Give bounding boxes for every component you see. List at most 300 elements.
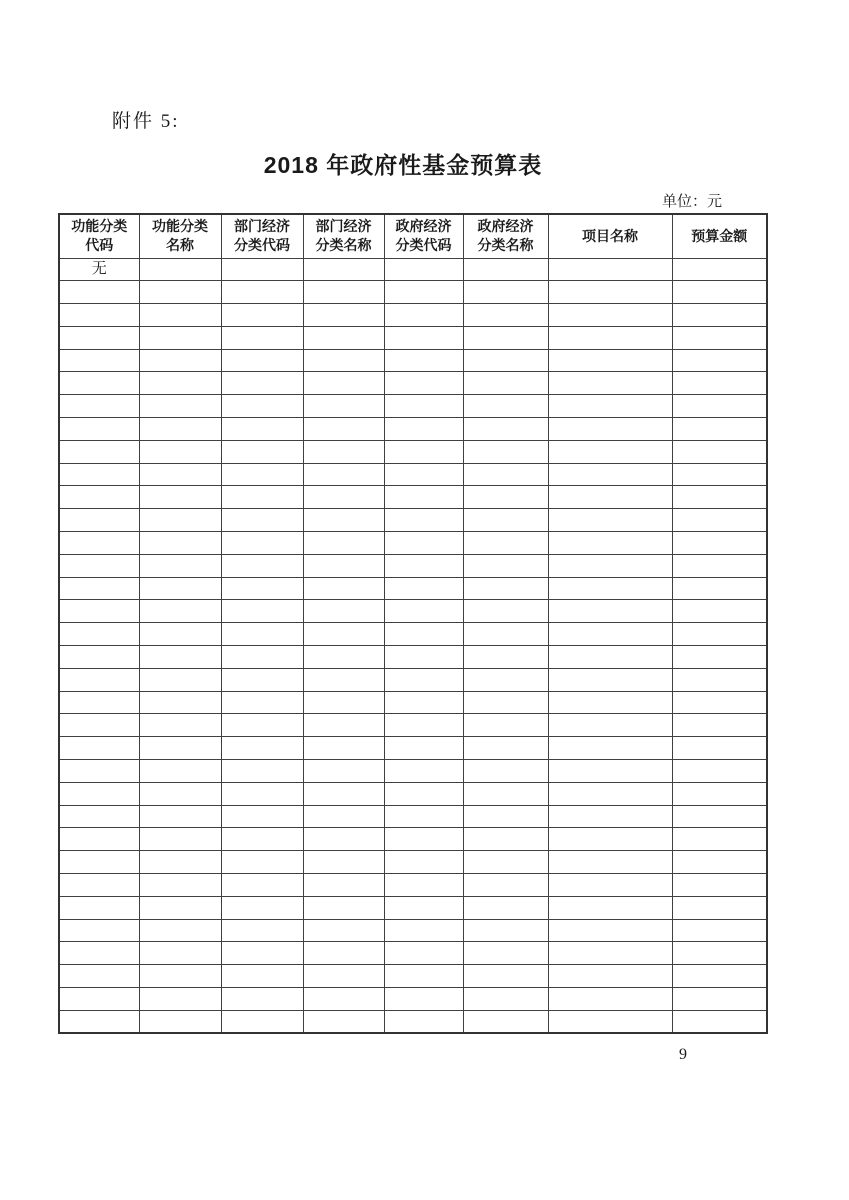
table-cell xyxy=(303,326,384,349)
table-row xyxy=(59,851,767,874)
table-cell xyxy=(463,577,548,600)
column-header-7: 项目名称 xyxy=(548,214,672,258)
table-cell xyxy=(303,577,384,600)
table-cell xyxy=(303,874,384,897)
table-cell xyxy=(59,668,139,691)
column-header-2: 功能分类 名称 xyxy=(139,214,221,258)
table-cell xyxy=(548,714,672,737)
table-cell xyxy=(139,304,221,327)
table-cell xyxy=(672,304,767,327)
table-cell xyxy=(139,440,221,463)
table-cell xyxy=(548,349,672,372)
table-cell xyxy=(139,782,221,805)
table-cell xyxy=(463,919,548,942)
table-cell xyxy=(384,349,463,372)
table-cell xyxy=(221,509,303,532)
table-row xyxy=(59,896,767,919)
table-cell xyxy=(384,782,463,805)
table-cell xyxy=(463,463,548,486)
table-cell xyxy=(221,258,303,281)
table-row xyxy=(59,1010,767,1033)
table-cell xyxy=(139,372,221,395)
table-cell xyxy=(384,418,463,441)
table-cell xyxy=(221,486,303,509)
table-cell xyxy=(672,372,767,395)
table-cell xyxy=(303,988,384,1011)
table-cell xyxy=(221,737,303,760)
table-cell xyxy=(59,326,139,349)
table-cell xyxy=(463,532,548,555)
table-cell xyxy=(221,1010,303,1033)
table-cell xyxy=(59,919,139,942)
table-cell xyxy=(548,646,672,669)
table-cell xyxy=(59,463,139,486)
table-cell xyxy=(221,942,303,965)
table-cell xyxy=(384,281,463,304)
table-row xyxy=(59,988,767,1011)
table-cell xyxy=(303,258,384,281)
table-row xyxy=(59,577,767,600)
table-cell xyxy=(59,395,139,418)
table-cell xyxy=(221,782,303,805)
table-cell xyxy=(221,281,303,304)
table-cell xyxy=(463,623,548,646)
table-cell xyxy=(672,714,767,737)
table-cell xyxy=(384,896,463,919)
table-cell xyxy=(221,691,303,714)
table-cell xyxy=(303,532,384,555)
table-cell xyxy=(139,532,221,555)
table-row xyxy=(59,532,767,555)
table-cell xyxy=(59,1010,139,1033)
table-cell xyxy=(59,486,139,509)
table-cell xyxy=(139,668,221,691)
table-cell xyxy=(59,782,139,805)
table-cell xyxy=(303,509,384,532)
table-cell xyxy=(463,258,548,281)
table-cell xyxy=(59,988,139,1011)
attachment-label: 附件 5: xyxy=(112,111,180,132)
table-cell xyxy=(463,714,548,737)
table-cell xyxy=(139,965,221,988)
table-cell xyxy=(672,532,767,555)
table-cell xyxy=(384,326,463,349)
table-cell xyxy=(548,668,672,691)
table-cell xyxy=(59,440,139,463)
table-cell xyxy=(672,942,767,965)
table-cell xyxy=(548,805,672,828)
table-cell xyxy=(303,554,384,577)
table-cell xyxy=(139,828,221,851)
table-cell xyxy=(139,486,221,509)
table-row xyxy=(59,623,767,646)
table-cell xyxy=(548,623,672,646)
table-cell xyxy=(221,463,303,486)
table-cell xyxy=(548,486,672,509)
table-cell xyxy=(384,304,463,327)
table-cell xyxy=(59,418,139,441)
table-cell xyxy=(672,418,767,441)
table-cell xyxy=(463,668,548,691)
table-cell xyxy=(384,623,463,646)
table-cell xyxy=(463,988,548,1011)
table-cell xyxy=(221,577,303,600)
table-cell xyxy=(463,554,548,577)
budget-table xyxy=(58,213,768,1034)
table-cell xyxy=(672,828,767,851)
table-cell xyxy=(672,395,767,418)
table-cell xyxy=(139,988,221,1011)
table-cell xyxy=(548,554,672,577)
table-cell xyxy=(463,782,548,805)
table-cell xyxy=(672,988,767,1011)
column-header-6: 政府经济 分类名称 xyxy=(463,214,548,258)
table-cell xyxy=(139,349,221,372)
table-cell xyxy=(548,532,672,555)
table-cell xyxy=(463,600,548,623)
table-cell xyxy=(303,1010,384,1033)
table-cell xyxy=(463,805,548,828)
table-cell xyxy=(672,805,767,828)
table-row xyxy=(59,258,767,281)
table-cell xyxy=(548,896,672,919)
table-cell xyxy=(672,737,767,760)
table-cell xyxy=(384,600,463,623)
table-cell xyxy=(384,919,463,942)
table-cell xyxy=(59,942,139,965)
table-cell xyxy=(59,874,139,897)
table-cell xyxy=(463,1010,548,1033)
table-cell xyxy=(548,395,672,418)
table-cell xyxy=(384,258,463,281)
table-cell xyxy=(384,554,463,577)
table-cell xyxy=(139,805,221,828)
table-cell xyxy=(672,440,767,463)
table-cell xyxy=(303,942,384,965)
table-cell xyxy=(59,646,139,669)
table-cell xyxy=(463,874,548,897)
table-cell xyxy=(139,1010,221,1033)
table-cell xyxy=(548,304,672,327)
table-cell xyxy=(303,714,384,737)
table-cell xyxy=(59,304,139,327)
table-row xyxy=(59,714,767,737)
table-cell xyxy=(672,600,767,623)
table-cell xyxy=(548,851,672,874)
table-cell xyxy=(463,440,548,463)
table-cell xyxy=(221,851,303,874)
table-row xyxy=(59,554,767,577)
table-cell xyxy=(221,395,303,418)
table-cell xyxy=(221,646,303,669)
table-cell xyxy=(672,965,767,988)
table-cell xyxy=(303,418,384,441)
table-cell xyxy=(672,668,767,691)
table-cell xyxy=(463,486,548,509)
table-cell xyxy=(221,623,303,646)
table-cell xyxy=(139,919,221,942)
table-cell xyxy=(303,691,384,714)
table-cell xyxy=(221,760,303,783)
table-cell xyxy=(59,760,139,783)
table-row xyxy=(59,395,767,418)
table-row xyxy=(59,326,767,349)
column-header-4: 部门经济 分类名称 xyxy=(303,214,384,258)
table-cell xyxy=(548,691,672,714)
page-number: 9 xyxy=(679,1046,687,1063)
table-cell xyxy=(463,851,548,874)
table-cell xyxy=(463,509,548,532)
table-cell xyxy=(139,760,221,783)
table-cell xyxy=(221,304,303,327)
table-cell xyxy=(303,668,384,691)
table-row xyxy=(59,440,767,463)
table-row xyxy=(59,942,767,965)
table-cell xyxy=(672,896,767,919)
table-cell xyxy=(463,896,548,919)
table-cell xyxy=(463,965,548,988)
table-row xyxy=(59,304,767,327)
table-cell xyxy=(59,554,139,577)
table-cell xyxy=(221,372,303,395)
table-cell xyxy=(59,281,139,304)
table-cell xyxy=(384,1010,463,1033)
table-cell xyxy=(548,372,672,395)
table-cell xyxy=(384,532,463,555)
table-cell xyxy=(672,623,767,646)
table-cell xyxy=(548,326,672,349)
table-cell xyxy=(548,577,672,600)
table-cell xyxy=(221,349,303,372)
table-cell xyxy=(463,372,548,395)
table-cell xyxy=(463,326,548,349)
table-cell xyxy=(139,691,221,714)
table-cell xyxy=(303,965,384,988)
table-cell xyxy=(59,714,139,737)
table-cell xyxy=(59,737,139,760)
table-cell xyxy=(221,919,303,942)
table-cell xyxy=(303,304,384,327)
table-cell xyxy=(59,896,139,919)
column-header-5: 政府经济 分类代码 xyxy=(384,214,463,258)
table-row xyxy=(59,965,767,988)
table-cell xyxy=(548,988,672,1011)
table-cell xyxy=(59,805,139,828)
table-cell xyxy=(303,463,384,486)
table-cell xyxy=(59,600,139,623)
table-cell xyxy=(463,349,548,372)
table-cell xyxy=(463,646,548,669)
table-cell xyxy=(672,691,767,714)
table-cell xyxy=(221,668,303,691)
table-cell xyxy=(548,782,672,805)
table-cell xyxy=(463,760,548,783)
table-cell xyxy=(384,577,463,600)
table-cell xyxy=(303,737,384,760)
table-cell xyxy=(384,440,463,463)
table-cell xyxy=(384,805,463,828)
table-cell xyxy=(303,440,384,463)
table-cell xyxy=(548,828,672,851)
table-cell xyxy=(672,760,767,783)
table-cell xyxy=(463,395,548,418)
table-cell xyxy=(384,463,463,486)
table-row xyxy=(59,372,767,395)
table-cell xyxy=(384,646,463,669)
table-cell xyxy=(384,760,463,783)
table-cell xyxy=(463,828,548,851)
table-cell xyxy=(59,691,139,714)
table-cell xyxy=(139,418,221,441)
table-cell xyxy=(139,623,221,646)
table-cell xyxy=(303,349,384,372)
table-cell xyxy=(221,965,303,988)
table-cell xyxy=(384,691,463,714)
table-cell xyxy=(384,668,463,691)
table-cell xyxy=(303,646,384,669)
table-cell xyxy=(463,691,548,714)
table-cell xyxy=(221,988,303,1011)
table-cell xyxy=(59,828,139,851)
table-cell xyxy=(59,532,139,555)
table-cell xyxy=(59,372,139,395)
table-cell xyxy=(384,737,463,760)
table-row xyxy=(59,828,767,851)
table-cell xyxy=(221,554,303,577)
table-cell xyxy=(672,1010,767,1033)
table-row xyxy=(59,486,767,509)
table-cell xyxy=(221,418,303,441)
table-cell xyxy=(221,805,303,828)
table-cell xyxy=(463,737,548,760)
table-cell xyxy=(303,760,384,783)
table-cell xyxy=(672,463,767,486)
table-cell xyxy=(548,942,672,965)
table-cell xyxy=(548,737,672,760)
page-title: 2018 年政府性基金预算表 xyxy=(263,152,543,178)
table-row xyxy=(59,805,767,828)
table-cell xyxy=(303,828,384,851)
table-cell xyxy=(221,600,303,623)
table-cell xyxy=(672,281,767,304)
table-cell xyxy=(139,326,221,349)
table-cell xyxy=(59,349,139,372)
table-row xyxy=(59,600,767,623)
table-cell xyxy=(384,942,463,965)
table-cell xyxy=(548,600,672,623)
table-cell xyxy=(384,874,463,897)
table-row xyxy=(59,349,767,372)
table-row xyxy=(59,760,767,783)
table-cell xyxy=(463,942,548,965)
table-cell xyxy=(303,281,384,304)
table-row xyxy=(59,509,767,532)
table-cell xyxy=(384,828,463,851)
table-cell xyxy=(303,851,384,874)
table-cell xyxy=(672,509,767,532)
table-cell xyxy=(672,919,767,942)
table-cell xyxy=(139,463,221,486)
table-cell xyxy=(548,1010,672,1033)
table-row xyxy=(59,691,767,714)
table-cell xyxy=(139,600,221,623)
table-cell xyxy=(672,349,767,372)
table-cell xyxy=(139,395,221,418)
table-cell xyxy=(384,988,463,1011)
table-cell xyxy=(221,896,303,919)
table-cell xyxy=(303,805,384,828)
table-cell xyxy=(139,874,221,897)
table-cell xyxy=(221,828,303,851)
table-cell xyxy=(463,281,548,304)
table-cell xyxy=(463,418,548,441)
table-cell xyxy=(384,851,463,874)
table-cell xyxy=(672,326,767,349)
table-cell xyxy=(303,486,384,509)
table-cell xyxy=(59,965,139,988)
table-cell xyxy=(548,281,672,304)
table-cell xyxy=(139,281,221,304)
table-row xyxy=(59,668,767,691)
table-cell xyxy=(672,646,767,669)
table-cell xyxy=(59,509,139,532)
table-cell xyxy=(221,440,303,463)
table-cell xyxy=(139,896,221,919)
table-row xyxy=(59,418,767,441)
table-cell xyxy=(221,714,303,737)
table-cell xyxy=(548,874,672,897)
table-row xyxy=(59,782,767,805)
table-cell xyxy=(221,874,303,897)
column-header-3: 部门经济 分类代码 xyxy=(221,214,303,258)
table-cell xyxy=(139,646,221,669)
table-row xyxy=(59,919,767,942)
table-row xyxy=(59,646,767,669)
table-cell xyxy=(548,463,672,486)
table-cell xyxy=(384,395,463,418)
table-cell xyxy=(548,418,672,441)
table-cell xyxy=(384,372,463,395)
table-row xyxy=(59,281,767,304)
table-cell xyxy=(672,782,767,805)
table-cell xyxy=(672,851,767,874)
table-cell xyxy=(303,919,384,942)
table-cell xyxy=(303,600,384,623)
table-row xyxy=(59,874,767,897)
table-cell xyxy=(303,623,384,646)
table-cell xyxy=(548,509,672,532)
table-row xyxy=(59,463,767,486)
table-cell xyxy=(548,258,672,281)
table-cell xyxy=(672,486,767,509)
table-cell xyxy=(139,577,221,600)
table-cell xyxy=(59,577,139,600)
table-cell xyxy=(548,919,672,942)
table-cell xyxy=(139,554,221,577)
table-cell xyxy=(303,896,384,919)
table-cell xyxy=(672,874,767,897)
table-cell xyxy=(221,532,303,555)
unit-label: 单位：元 xyxy=(661,194,722,210)
table-cell xyxy=(139,942,221,965)
table-cell xyxy=(384,714,463,737)
column-header-1: 功能分类 代码 xyxy=(59,214,139,258)
table-cell xyxy=(384,965,463,988)
table-cell xyxy=(548,760,672,783)
table-cell xyxy=(548,965,672,988)
table-cell xyxy=(303,782,384,805)
table-cell xyxy=(303,372,384,395)
